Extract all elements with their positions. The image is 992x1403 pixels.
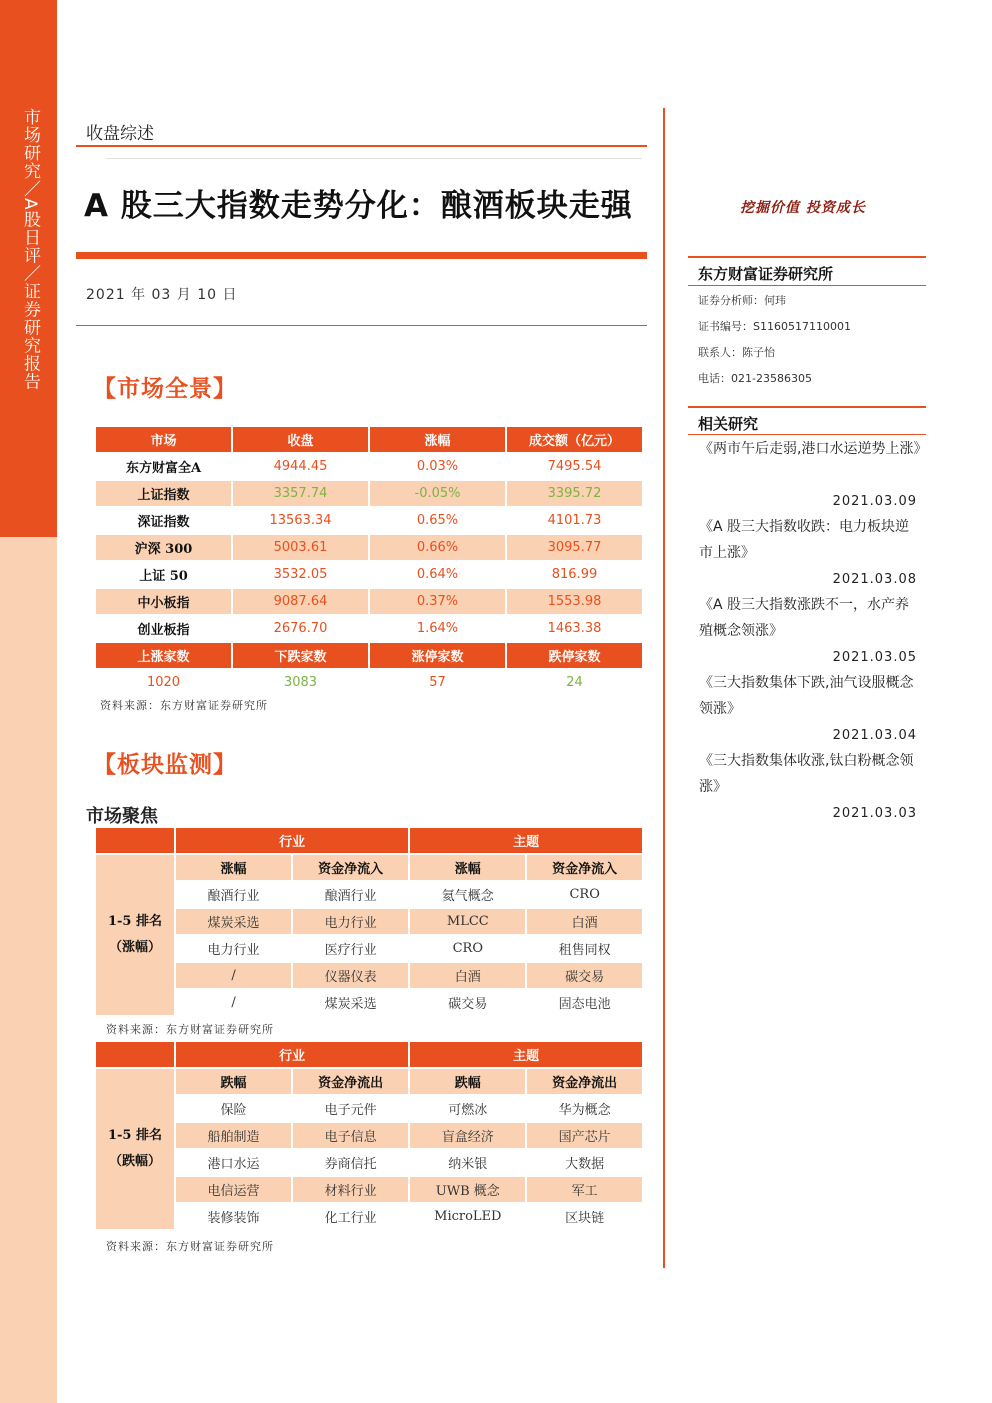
related-report-date: 2021.03.04 [832, 728, 917, 743]
analyst-name: 证券分析师：何玮 [698, 294, 786, 307]
index-turnover: 3395.72 [507, 481, 642, 506]
table-cell: 电子元件 [293, 1096, 408, 1121]
table-cell: 保险 [176, 1096, 291, 1121]
table-cell: 区块链 [527, 1204, 642, 1229]
column-header: 资金净流出 [527, 1069, 642, 1094]
index-change: 1.64% [416, 621, 459, 636]
divider [688, 285, 926, 286]
table-cell: 大数据 [527, 1150, 642, 1175]
table-cell: 电力行业 [293, 909, 408, 934]
table-cell: 医疗行业 [293, 936, 408, 961]
table-row [96, 1123, 642, 1148]
table-cell: 酿酒行业 [293, 882, 408, 907]
report-title: A 股三大指数走势分化：酿酒板块走强 [84, 188, 633, 224]
sidebar-label: 市场研究／A股日评／证券研究报告 [20, 108, 40, 391]
table-row [96, 963, 642, 988]
table-row [96, 1204, 642, 1229]
column-header: 资金净流入 [527, 855, 642, 880]
slogan: 挖掘价值 投资成长 [740, 200, 866, 216]
column-header: 跌幅 [176, 1069, 291, 1094]
table-row [96, 481, 642, 506]
table-cell: 盲盒经济 [410, 1123, 525, 1148]
index-change: 0.37% [370, 589, 505, 614]
index-turnover: 816.99 [551, 567, 598, 582]
source-note: 资料来源：东方财富证券研究所 [106, 1023, 274, 1036]
column-header: 资金净流入 [293, 855, 408, 880]
index-change: 0.65% [416, 513, 459, 528]
source-note: 资料来源：东方财富证券研究所 [106, 1240, 274, 1253]
table-cell: 氦气概念 [410, 882, 525, 907]
table-cell: 煤炭采选 [176, 909, 291, 934]
column-header: 市场 [96, 427, 231, 452]
table-cell: 仪器仪表 [293, 963, 408, 988]
divider [688, 256, 926, 258]
decliners-count: 3083 [283, 675, 318, 690]
contact-person: 联系人：陈子怡 [698, 346, 775, 359]
index-close: 3357.74 [233, 481, 368, 506]
table-subheader-row [96, 1069, 642, 1094]
table-row [96, 882, 642, 907]
rank-label-line: （涨幅） [108, 940, 161, 955]
table-cell: / [176, 963, 291, 988]
index-name: 上证指数 [96, 481, 231, 506]
index-name: 中小板指 [96, 589, 231, 614]
gainers-table [94, 826, 644, 1017]
table-cell: UWB 概念 [410, 1177, 525, 1202]
table-row [96, 535, 642, 560]
source-note: 资料来源：东方财富证券研究所 [100, 699, 268, 712]
index-close: 3532.05 [273, 567, 328, 582]
related-report-date: 2021.03.05 [832, 650, 917, 665]
index-turnover: 1463.38 [547, 621, 602, 636]
limit-down-count: 24 [566, 675, 583, 690]
table-cell: 电力行业 [176, 936, 291, 961]
table-row [96, 1096, 642, 1121]
table-cell: 港口水运 [176, 1150, 291, 1175]
index-name: 沪深 300 [96, 535, 231, 560]
index-name: 深证指数 [137, 515, 190, 530]
advancers-count: 1020 [146, 675, 181, 690]
index-close: 13563.34 [269, 513, 332, 528]
column-header: 涨幅 [176, 855, 291, 880]
divider [76, 252, 647, 259]
table-cell: 电子信息 [293, 1123, 408, 1148]
table-cell: 电信运营 [176, 1177, 291, 1202]
table-cell: MicroLED [410, 1204, 525, 1229]
group-header: 主题 [410, 828, 642, 853]
table-cell: 白酒 [410, 963, 525, 988]
table-cell: 碳交易 [410, 990, 525, 1015]
table-row [96, 616, 642, 641]
table-header-row [96, 427, 642, 452]
column-header: 下跌家数 [233, 643, 368, 668]
index-close: 4944.45 [273, 459, 328, 474]
report-date: 2021 年 03 月 10 日 [86, 287, 238, 303]
table-cell: 国产芯片 [527, 1123, 642, 1148]
column-divider [663, 108, 665, 1268]
index-close: 9087.64 [233, 589, 368, 614]
divider [688, 434, 926, 435]
rank-label-line: （跌幅） [108, 1154, 161, 1169]
divider [106, 158, 642, 159]
corner-cell [96, 1042, 174, 1067]
column-header: 涨停家数 [370, 643, 505, 668]
table-cell: 煤炭采选 [293, 990, 408, 1015]
table-cell: 材料行业 [293, 1177, 408, 1202]
index-change: 0.66% [370, 535, 505, 560]
table-row [96, 909, 642, 934]
related-report-date: 2021.03.08 [832, 572, 917, 587]
sidebar-band [0, 0, 57, 1403]
breadth-header-row [96, 643, 642, 668]
column-header: 成交额（亿元） [507, 427, 642, 452]
table-cell: CRO [410, 936, 525, 961]
column-header: 跌停家数 [507, 643, 642, 668]
table-subheader-row [96, 855, 642, 880]
table-row [96, 936, 642, 961]
table-cell: 固态电池 [527, 990, 642, 1015]
table-cell: CRO [527, 882, 642, 907]
index-name: 东方财富全A [125, 461, 202, 476]
related-report-title[interactable]: 《A 股三大指数收跌：电力板块逆市上涨》 [699, 519, 910, 561]
table-cell: 船舶制造 [176, 1123, 291, 1148]
table-cell: / [176, 990, 291, 1015]
index-turnover: 4101.73 [547, 513, 602, 528]
table-cell: 白酒 [527, 909, 642, 934]
losers-table [94, 1040, 644, 1231]
index-close: 2676.70 [273, 621, 328, 636]
table-row [96, 1177, 642, 1202]
market-overview-heading: 【市场全景】 [93, 375, 237, 402]
related-report-title[interactable]: 《A 股三大指数涨跌不一，水产养殖概念领涨》 [699, 597, 910, 639]
table-cell: 租售同权 [527, 936, 642, 961]
institute-name: 东方财富证券研究所 [698, 265, 834, 283]
index-turnover: 7495.54 [547, 459, 602, 474]
table-row [96, 1150, 642, 1175]
rank-label [96, 855, 174, 1015]
table-cell: 碳交易 [527, 963, 642, 988]
rank-label [96, 1069, 174, 1229]
index-turnover: 1553.98 [507, 589, 642, 614]
table-cell: 军工 [527, 1177, 642, 1202]
section-label: 收盘综述 [86, 124, 154, 144]
breadth-row [96, 670, 642, 695]
index-turnover: 3095.77 [507, 535, 642, 560]
table-row [96, 562, 642, 587]
column-header: 涨幅 [410, 855, 525, 880]
divider [688, 406, 926, 408]
market-focus-heading: 市场聚焦 [86, 806, 158, 827]
table-row [96, 589, 642, 614]
table-row [96, 454, 642, 479]
limit-up-count: 57 [429, 675, 446, 690]
related-report-title[interactable]: 《两市午后走弱,港口水运逆势上涨》 [699, 441, 928, 457]
table-cell: 华为概念 [527, 1096, 642, 1121]
group-header: 行业 [176, 828, 408, 853]
column-header: 跌幅 [410, 1069, 525, 1094]
index-change: 0.64% [416, 567, 459, 582]
column-header: 收盘 [233, 427, 368, 452]
rank-label-line: 1-5 排名 [107, 914, 162, 929]
divider [76, 325, 647, 326]
index-change: -0.05% [370, 481, 505, 506]
table-cell: 纳米银 [410, 1150, 525, 1175]
table-cell: 酿酒行业 [176, 882, 291, 907]
table-header-row [96, 1042, 642, 1067]
related-report-title[interactable]: 《三大指数集体下跌,油气设服概念领涨》 [699, 675, 914, 717]
sector-monitor-heading: 【板块监测】 [93, 751, 237, 778]
table-row [96, 990, 642, 1015]
table-header-row [96, 828, 642, 853]
related-report-title[interactable]: 《三大指数集体收涨,钛白粉概念领涨》 [699, 753, 914, 795]
index-name: 上证 50 [139, 569, 188, 584]
index-close: 5003.61 [233, 535, 368, 560]
related-report-date: 2021.03.09 [832, 494, 917, 509]
table-cell: MLCC [410, 909, 525, 934]
column-header: 涨幅 [370, 427, 505, 452]
contact-phone: 电话：021-23586305 [698, 372, 812, 385]
divider [76, 145, 647, 147]
index-name: 创业板指 [137, 623, 190, 638]
column-header: 上涨家数 [96, 643, 231, 668]
table-row [96, 508, 642, 533]
index-change: 0.03% [416, 459, 459, 474]
corner-cell [96, 828, 174, 853]
table-cell: 装修装饰 [176, 1204, 291, 1229]
table-cell: 券商信托 [293, 1150, 408, 1175]
group-header: 主题 [410, 1042, 642, 1067]
rank-label-line: 1-5 排名 [107, 1128, 162, 1143]
related-research-heading: 相关研究 [698, 415, 759, 433]
column-header: 资金净流出 [293, 1069, 408, 1094]
related-report-date: 2021.03.03 [832, 806, 917, 821]
table-cell: 化工行业 [293, 1204, 408, 1229]
certificate-number: 证书编号：S1160517110001 [698, 320, 851, 333]
market-table [94, 425, 644, 697]
group-header: 行业 [176, 1042, 408, 1067]
table-cell: 可燃冰 [410, 1096, 525, 1121]
